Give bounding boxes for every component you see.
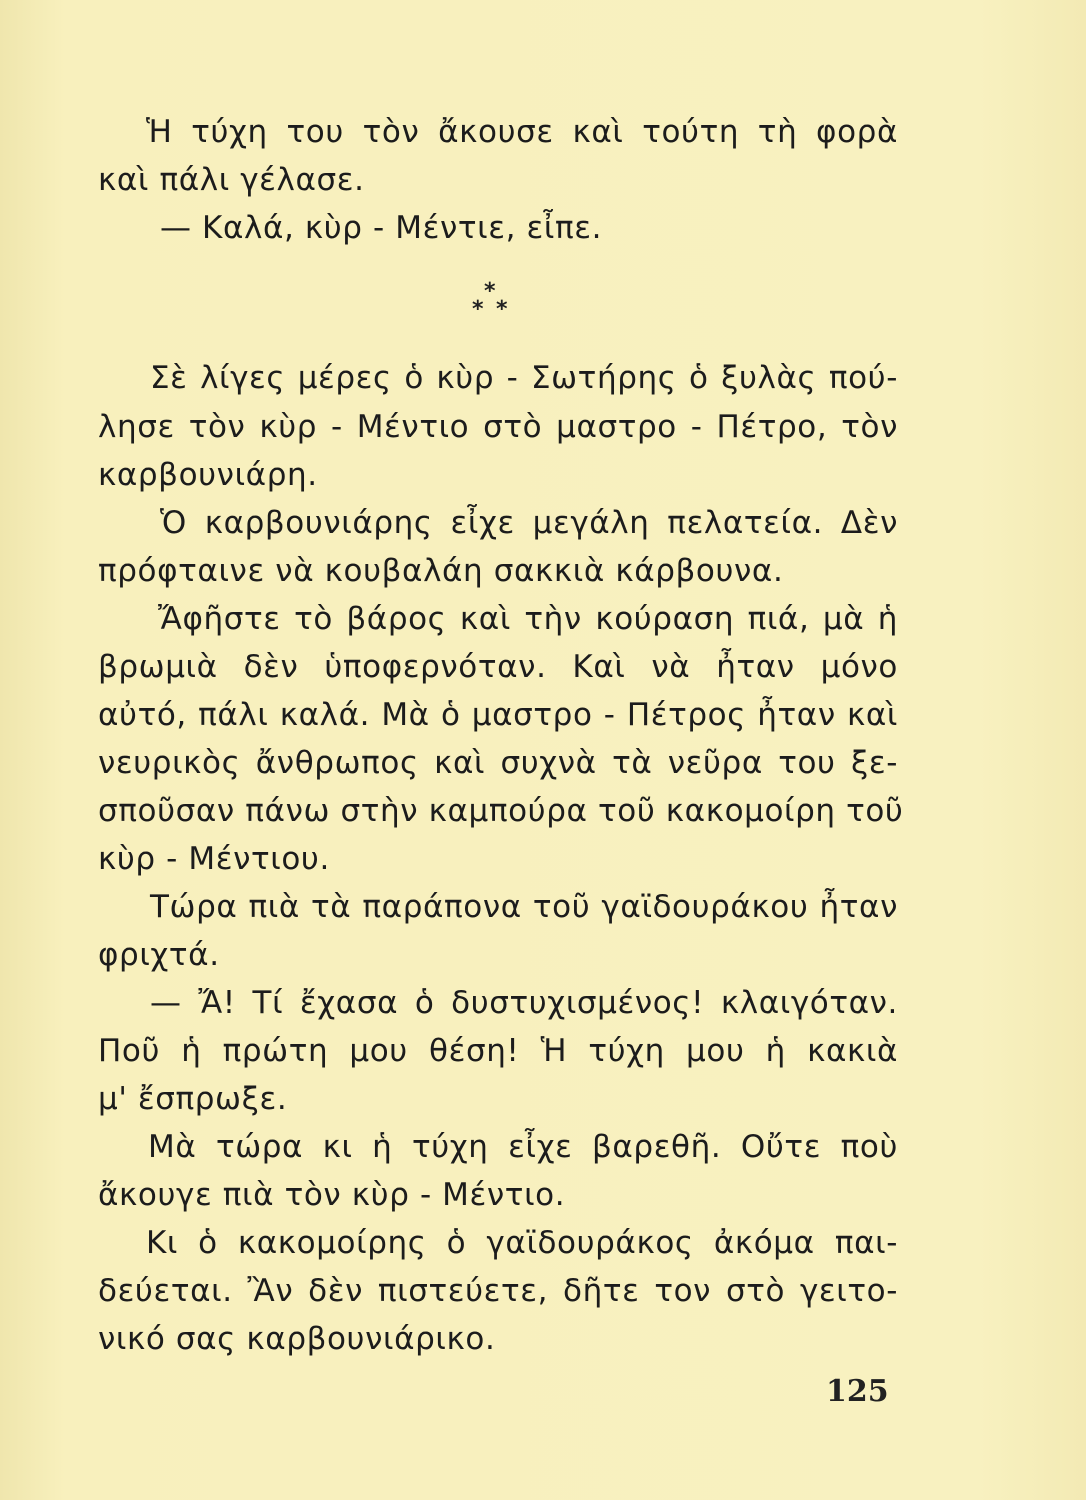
text-line-15: Τώρα πιὰ τὰ παράπονα τοῦ γαϊδουράκου ἦταν <box>150 889 898 925</box>
text-line-16: φριχτά. <box>98 937 220 973</box>
page-number: 125 <box>826 1374 889 1409</box>
text-line-19: μ' ἔσπρωξε. <box>98 1081 288 1117</box>
text-line-22: Κι ὁ κακομοίρης ὁ γαϊδουράκος ἀκόμα παι- <box>146 1225 898 1261</box>
asterisk-right: * <box>496 297 508 322</box>
section-break-asterism <box>468 279 512 322</box>
text-line-17: — Ἄ! Τί ἔχασα ὁ δυστυχισμένος! κλαιγόταν. <box>150 985 898 1021</box>
text-line-4: Σὲ λίγες μέρες ὁ κὺρ - Σωτήρης ὁ ξυλὰς πού- <box>150 360 898 396</box>
asterisk-left: * <box>472 297 484 322</box>
text-line-12: νευρικὸς ἄνθρωπος καὶ συχνὰ τὰ νεῦρα του ξε- <box>98 745 898 781</box>
text-line-18: Ποῦ ἡ πρώτη μου θέση! Ἡ τύχη μου ἡ κακιὰ <box>98 1033 898 1069</box>
text-line-2: καὶ πάλι γέλασε. <box>98 162 365 198</box>
text-line-24: νικό σας καρβουνιάρικο. <box>98 1321 496 1357</box>
text-line-1: Ἡ τύχη του τὸν ἄκουσε καὶ τούτη τὴ φορὰ <box>146 114 898 150</box>
text-line-9: Ἄφῆστε τὸ βάρος καὶ τὴν κούραση πιά, μὰ ἡ <box>158 601 898 637</box>
text-line-10: βρωμιὰ δὲν ὑποφερνόταν. Καὶ νὰ ἦταν μόνο <box>98 649 898 685</box>
text-line-23: δεύεται. Ἂν δὲν πιστεύετε, δῆτε τον στὸ γειτο- <box>98 1273 898 1309</box>
text-line-14: κὺρ - Μέντιου. <box>98 841 330 877</box>
text-line-21: ἄκουγε πιὰ τὸν κὺρ - Μέντιο. <box>98 1177 566 1213</box>
text-line-7: Ὁ καρβουνιάρης εἶχε μεγάλη πελατεία. Δὲν <box>160 505 898 541</box>
text-line-5: λησε τὸν κὺρ - Μέντιο στὸ μαστρο - Πέτρο, τὸν <box>98 409 898 445</box>
text-line-13: σποῦσαν πάνω στὴν καμπούρα τοῦ κακομοίρη τοῦ <box>98 793 904 829</box>
asterisk-top: * <box>484 279 496 304</box>
text-line-8: πρόφταινε νὰ κουβαλάη σακκιὰ κάρβουνα. <box>98 553 784 589</box>
text-line-6: καρβουνιάρη. <box>98 457 318 493</box>
text-line-20: Μὰ τώρα κι ἡ τύχη εἶχε βαρεθῆ. Οὔτε ποὺ <box>148 1129 898 1165</box>
text-line-3: — Καλά, κὺρ - Μέντιε, εἶπε. <box>160 210 603 246</box>
text-line-11: αὐτό, πάλι καλά. Μὰ ὁ μαστρο - Πέτρος ἦταν καὶ <box>98 697 898 733</box>
